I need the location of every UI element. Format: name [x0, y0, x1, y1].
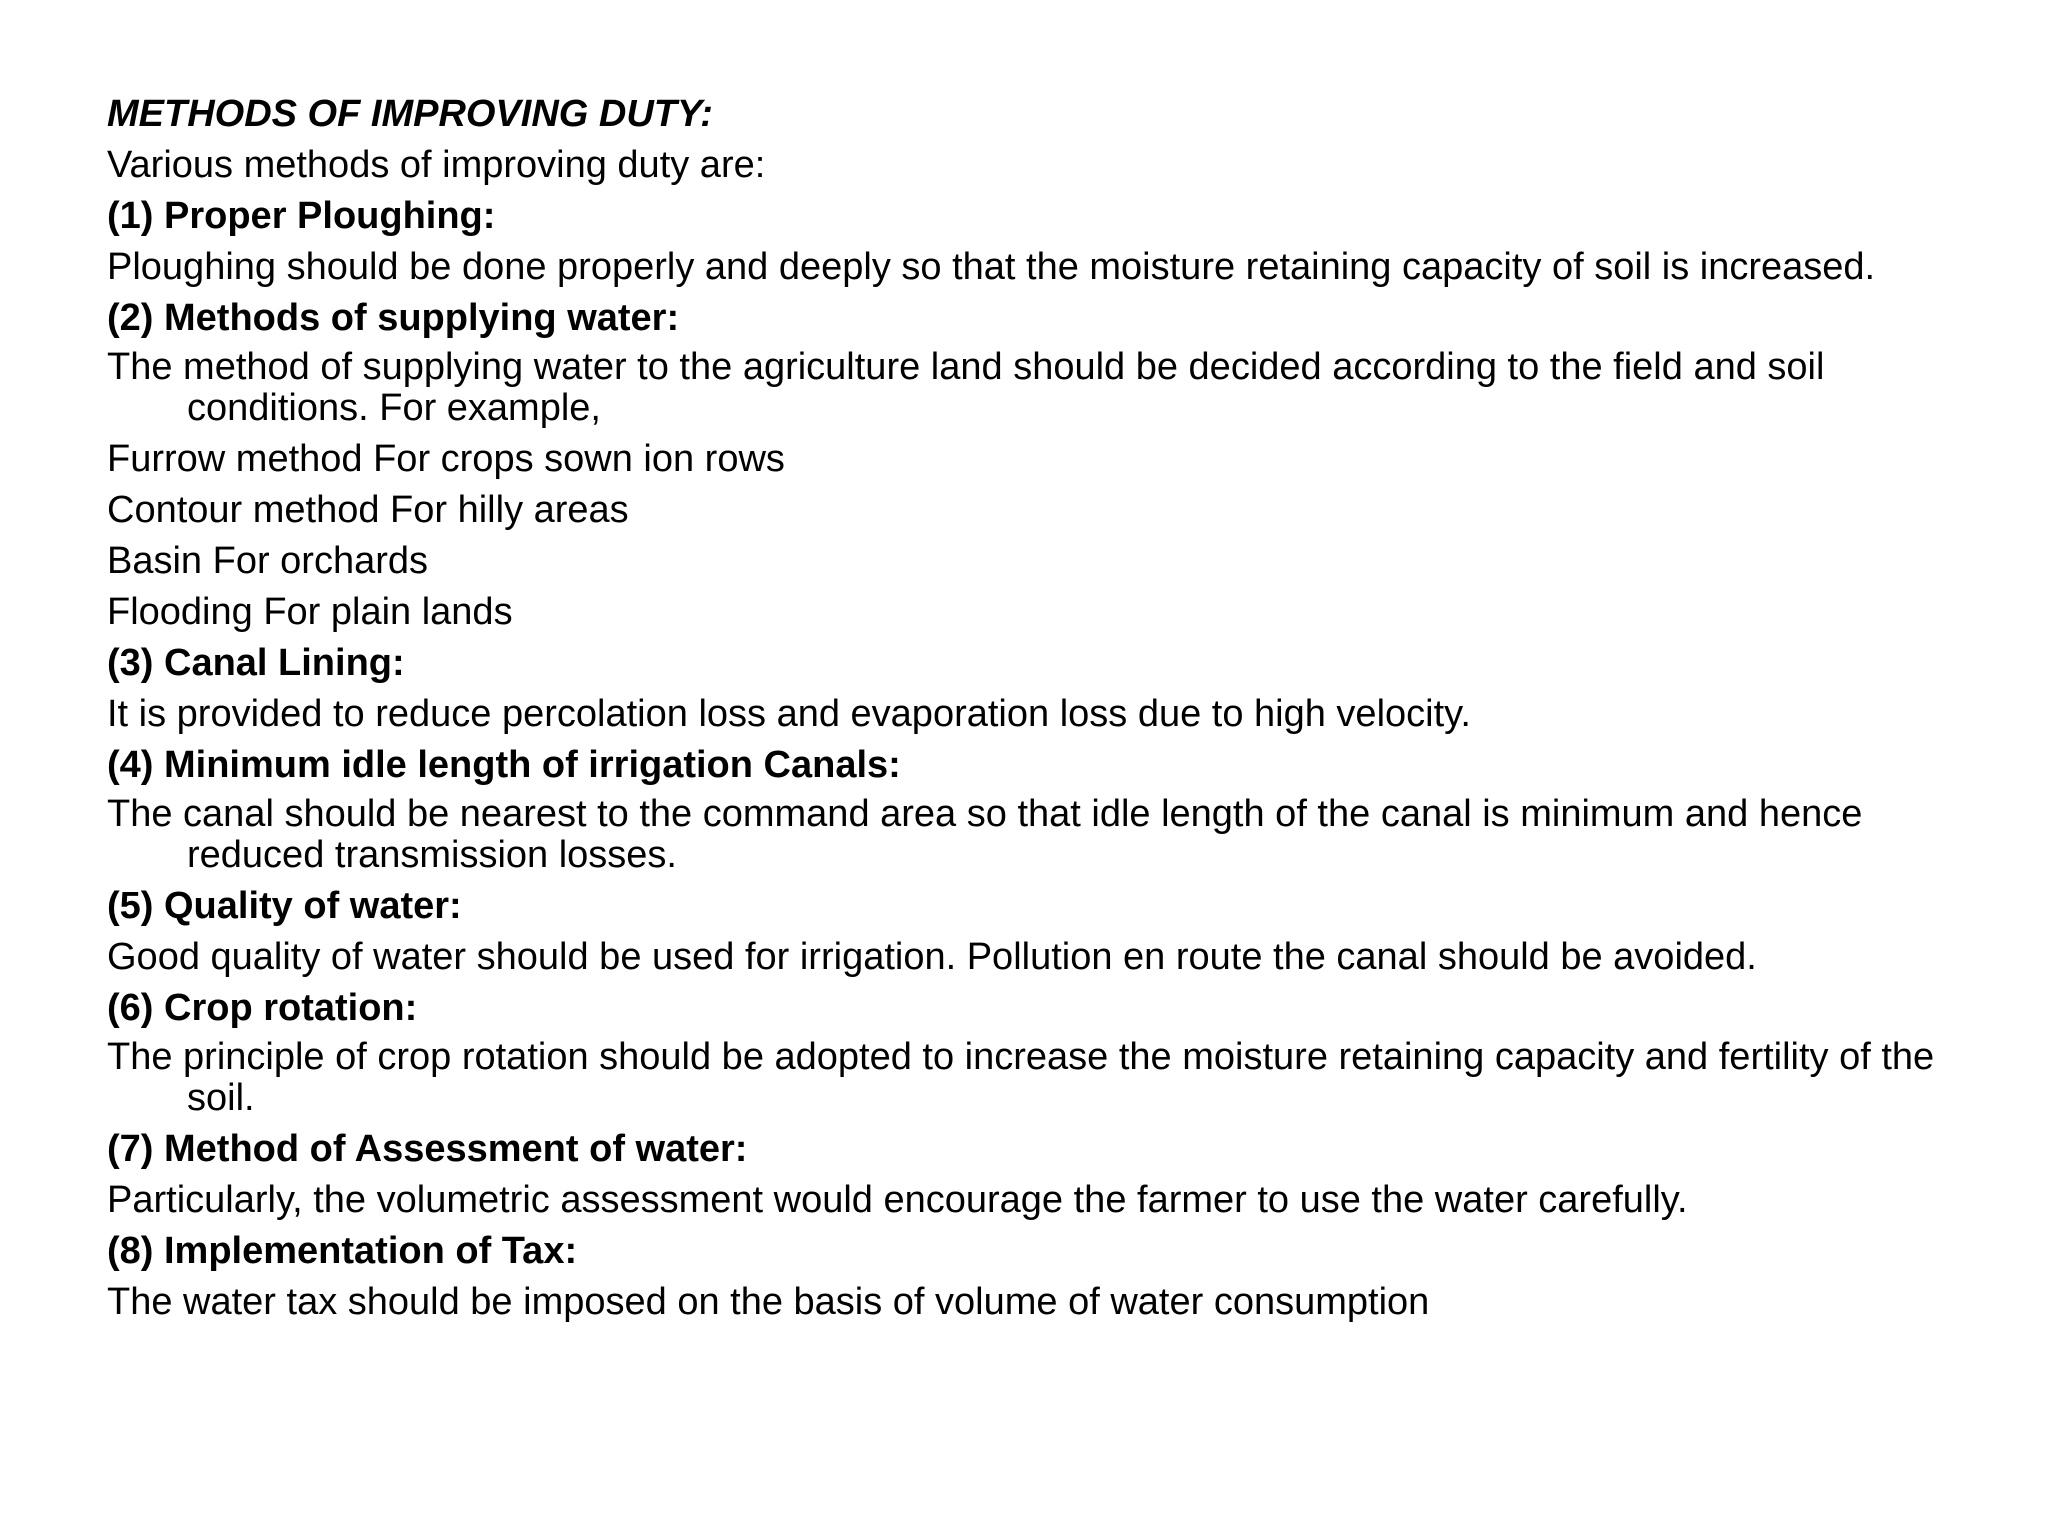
- section-heading: (1) Proper Ploughing:: [107, 195, 496, 237]
- section-heading: (4) Minimum idle length of irrigation Canals:: [107, 744, 901, 786]
- section-heading: (5) Quality of water:: [107, 885, 462, 927]
- section-body: The water tax should be imposed on the basis of volume of water consumption: [107, 1281, 1430, 1323]
- section-heading: (6) Crop rotation:: [107, 987, 418, 1029]
- slide-title: METHODS OF IMPROVING DUTY:: [107, 93, 713, 135]
- slide-content: [107, 92, 2007, 1331]
- intro-text: Various methods of improving duty are:: [107, 144, 766, 186]
- section-heading: (2) Methods of supplying water:: [107, 297, 680, 339]
- section-heading: (7) Method of Assessment of water:: [107, 1128, 748, 1170]
- section-body: The canal should be nearest to the command area so that idle length of the canal is minimum and hence reduced transmission losses.: [107, 793, 1863, 876]
- section-body: Good quality of water should be used for irrigation. Pollution en route the canal should be avoided.: [107, 936, 1757, 978]
- list-item: Contour method For hilly areas: [107, 489, 629, 531]
- section-heading: (3) Canal Lining:: [107, 642, 405, 684]
- list-item: Flooding For plain lands: [107, 591, 513, 633]
- section-body: Particularly, the volumetric assessment would encourage the farmer to use the water carefully.: [107, 1179, 1688, 1221]
- section-body: The principle of crop rotation should be adopted to increase the moisture retaining capacity and fertility of the soil.: [107, 1036, 1935, 1119]
- section-body: Ploughing should be done properly and deeply so that the moisture retaining capacity of soil is increased.: [107, 246, 1876, 288]
- section-heading: (8) Implementation of Tax:: [107, 1230, 578, 1272]
- list-item: Basin For orchards: [107, 540, 429, 582]
- list-item: Furrow method For crops sown ion rows: [107, 438, 785, 480]
- section-body: It is provided to reduce percolation loss and evaporation loss due to high velocity.: [107, 693, 1471, 735]
- section-body: The method of supplying water to the agriculture land should be decided according to the field and soil conditions. For example,: [107, 346, 1825, 429]
